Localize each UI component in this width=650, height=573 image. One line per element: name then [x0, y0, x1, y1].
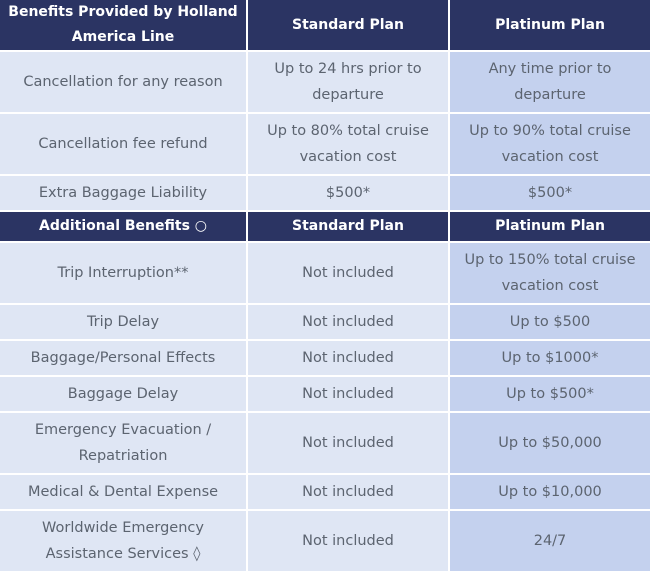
standard-plan-value: Not included — [248, 341, 448, 375]
platinum-plan-header: Platinum Plan — [450, 212, 650, 241]
table-row — [0, 377, 650, 411]
platinum-plan-value: Up to $500* — [450, 377, 650, 411]
standard-plan-value: Not included — [248, 377, 448, 411]
standard-plan-value: Not included — [248, 243, 448, 303]
benefit-label: Baggage Delay — [0, 377, 246, 411]
standard-plan-value: $500* — [248, 176, 448, 210]
additional-benefits-header-row — [0, 212, 650, 241]
benefit-label: Medical & Dental Expense — [0, 475, 246, 509]
standard-plan-value: Up to 24 hrs prior to departure — [248, 52, 448, 112]
benefit-label: Trip Interruption** — [0, 243, 246, 303]
platinum-plan-value: Up to 150% total cruise vacation cost — [450, 243, 650, 303]
platinum-plan-value: Up to $10,000 — [450, 475, 650, 509]
platinum-plan-value: Up to 90% total cruise vacation cost — [450, 114, 650, 174]
benefit-label: Emergency Evacuation / Repatriation — [0, 413, 246, 473]
standard-plan-value: Not included — [248, 413, 448, 473]
table-header-row — [0, 0, 650, 50]
platinum-plan-value: Any time prior to departure — [450, 52, 650, 112]
platinum-plan-value: $500* — [450, 176, 650, 210]
benefit-label: Trip Delay — [0, 305, 246, 339]
table-row — [0, 52, 650, 112]
table-row — [0, 413, 650, 473]
platinum-plan-value: Up to $1000* — [450, 341, 650, 375]
platinum-plan-value: 24/7 — [450, 511, 650, 571]
benefits-column-header: Benefits Provided by Holland America Line — [0, 0, 246, 50]
platinum-plan-value: Up to $500 — [450, 305, 650, 339]
additional-benefits-header: Additional Benefits ○ — [0, 212, 246, 241]
benefit-label: Extra Baggage Liability — [0, 176, 246, 210]
benefit-label: Baggage/Personal Effects — [0, 341, 246, 375]
benefit-label: Cancellation for any reason — [0, 52, 246, 112]
table-row — [0, 305, 650, 339]
table-row — [0, 511, 650, 571]
benefit-label: Worldwide Emergency Assistance Services ◊ — [0, 511, 246, 571]
standard-plan-value: Not included — [248, 305, 448, 339]
standard-plan-header: Standard Plan — [248, 0, 448, 50]
standard-plan-value: Not included — [248, 511, 448, 571]
table-row — [0, 114, 650, 174]
table-row — [0, 475, 650, 509]
table-row — [0, 243, 650, 303]
standard-plan-header: Standard Plan — [248, 212, 448, 241]
platinum-plan-value: Up to $50,000 — [450, 413, 650, 473]
standard-plan-value: Up to 80% total cruise vacation cost — [248, 114, 448, 174]
table-row — [0, 341, 650, 375]
standard-plan-value: Not included — [248, 475, 448, 509]
platinum-plan-header: Platinum Plan — [450, 0, 650, 50]
benefit-label: Cancellation fee refund — [0, 114, 246, 174]
table-row — [0, 176, 650, 210]
